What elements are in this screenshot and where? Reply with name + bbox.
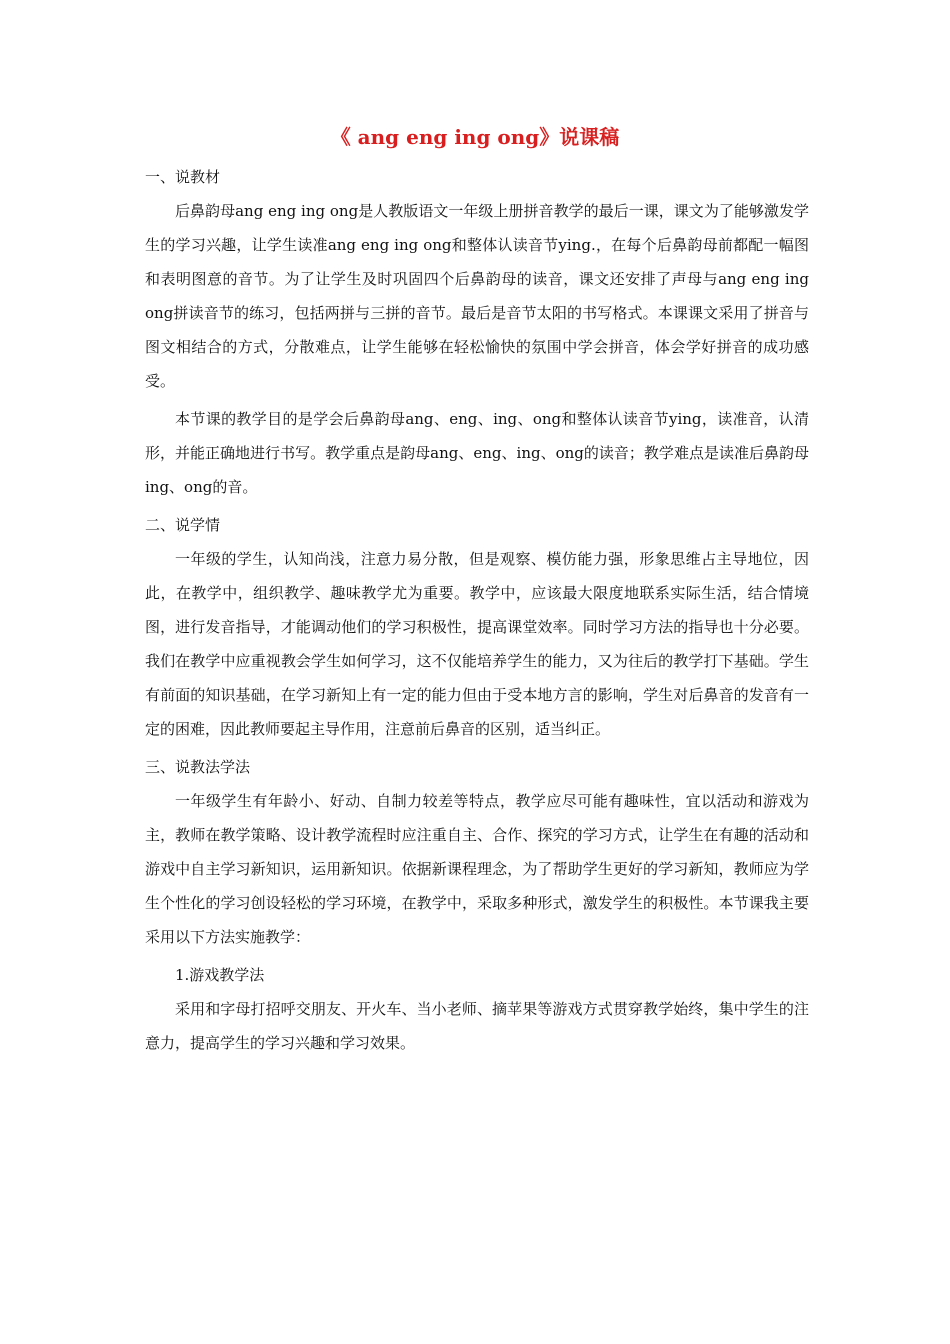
subsection-heading: 1.游戏教学法 xyxy=(175,966,265,984)
paragraph: 采用和字母打招呼交朋友、开火车、当小老师、摘苹果等游戏方式贯穿教学始终，集中学生的注意力，提高学生的学习兴趣和学习效果。 xyxy=(145,1000,809,1052)
section-heading: 三、说教法学法 xyxy=(145,758,251,776)
section-heading: 一、说教材 xyxy=(145,168,221,186)
document-title: 《 ang eng ing ong》说课稿 xyxy=(330,125,620,149)
paragraph: 一年级的学生，认知尚浅，注意力易分散，但是观察、模仿能力强，形象思维占主导地位，因此，在教学中，组织教学、趣味教学尤为重要。教学中，应该最大限度地联系实际生活，结合情境图，进行发音指导，才能调动他们的学习积极性，提高课堂效率。同时学习方法的指导也十分必要。我们在教学中应重视教会学生如何学习，这不仅能培养学生的能力，又为往后的教学打下基础。学生有前面的知识基础，在学习新知上有一定的能力但由于受本地方言的影响，学生对后鼻音的发音有一定的困难，因此教师要起主导作用，注意前后鼻音的区别，适当纠正。 xyxy=(145,550,809,738)
section-heading: 二、说学情 xyxy=(145,516,221,534)
paragraph: 一年级学生有年龄小、好动、自制力较差等特点，教学应尽可能有趣味性，宜以活动和游戏为主，教师在教学策略、设计教学流程时应注重自主、合作、探究的学习方式，让学生在有趣的活动和游戏中自主学习新知识，运用新知识。依据新课程理念，为了帮助学生更好的学习新知，教师应为学生个性化的学习创设轻松的学习环境，在教学中，采取多种形式，激发学生的积极性。本节课我主要采用以下方法实施教学： xyxy=(145,792,809,946)
document-body xyxy=(145,160,809,1064)
section-student-analysis xyxy=(145,508,809,746)
section-teaching-methods xyxy=(145,750,809,1060)
paragraph: 本节课的教学目的是学会后鼻韵母ang、eng、ing、ong和整体认读音节ying，读准音，认清形，并能正确地进行书写。教学重点是韵母ang、eng、ing、ong的读音；教学难点是读准后鼻韵母ing、ong的音。 xyxy=(145,410,809,496)
section-teaching-material xyxy=(145,160,809,504)
paragraph: 后鼻韵母ang eng ing ong是人教版语文一年级上册拼音教学的最后一课，课文为了能够激发学生的学习兴趣，让学生读准ang eng ing ong和整体认读音节ying.，在每个后鼻韵母前都配一幅图和表明图意的音节。为了让学生及时巩固四个后鼻韵母的读音，课文还安排了声母与ang eng ing ong拼读音节的练习，包括两拼与三拼的音节。最后是音节太阳的书写格式。本课课文采用了拼音与图文相结合的方式，分散难点，让学生能够在轻松愉快的氛围中学会拼音，体会学好拼音的成功感受。 xyxy=(145,202,809,390)
